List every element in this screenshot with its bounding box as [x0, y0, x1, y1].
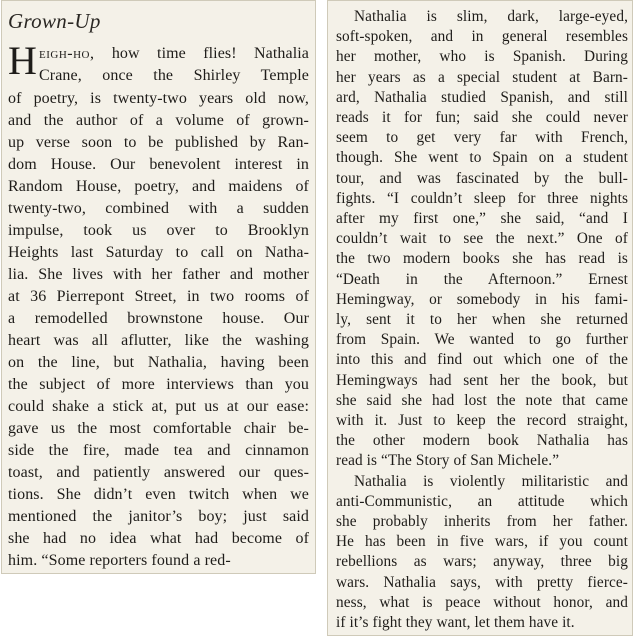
text-line: fights. “I couldn’t sleep for three nights [336, 189, 628, 207]
text-line: the other modern book Nathalia has [336, 432, 628, 450]
text-line: “Death in the Afternoon.” Ernest [336, 270, 628, 288]
text-line: at 36 Pierrepont Street, in two rooms of [8, 288, 309, 305]
text-line: impulse, took us over to Brooklyn [8, 222, 309, 239]
text-line: seem to get very far with French, [336, 129, 628, 147]
text-line: soft-spoken, and in general resembles [336, 28, 628, 46]
text-line: a remodelled brownstone house. Our [8, 310, 309, 327]
text-line: her years as a special student at Barn- [336, 68, 628, 86]
text-line: gave us the most comfortable chair be- [8, 420, 309, 437]
text-line: mentioned the janitor’s boy; just said [8, 508, 309, 525]
text-line: the subject of more interviews than you [8, 376, 309, 393]
text-line: Hemingways had sent her the book, but [336, 371, 628, 389]
text-line: couldn’t wait to see the next.” One of [336, 230, 628, 248]
text-line: into this and find out which one of the [336, 351, 628, 369]
text-line: after my first one,” she said, “and I [336, 210, 628, 227]
text-line: from Spain. We wanted to go further [336, 331, 628, 349]
text-line: Crane, once the Shirley Temple [39, 67, 309, 84]
text-line: up verse soon to be published by Ran- [8, 134, 309, 151]
text-line: rebellions as wars; anyway, three big [336, 553, 628, 571]
text-line: though. She went to Spain on a student [336, 149, 628, 167]
text-line: if it’s fight they want, let them have it. [336, 614, 575, 631]
text-line: Random House, poetry, and maidens of [8, 178, 309, 195]
text-line: of poetry, is twenty-two years old now, [8, 90, 309, 107]
text-line: tions. She didn’t even twitch when we [8, 486, 309, 503]
text-line: toast, and patiently answered our ques- [8, 464, 309, 481]
text-line: ly, sent it to her when she returned [336, 311, 628, 328]
text-line: twenty-two, combined with a sudden [8, 200, 309, 217]
text-line: Hemingway, or somebody in his fami- [336, 290, 628, 308]
text-line: she said she had lost the note that came [336, 391, 628, 409]
right-column [327, 0, 633, 636]
text-line: ard, Nathalia studied Spanish, and still [336, 88, 628, 106]
text-line: reads it for fun; said she could never [336, 109, 628, 126]
text-line: heart was all aflutter, like the washing [8, 332, 309, 349]
opening-small-caps: eigh-ho, [39, 45, 95, 62]
left-column [1, 0, 316, 574]
text-line: dom House. Our benevolent interest in [8, 156, 309, 173]
text-line: Heights last Saturday to call on Natha- [8, 244, 309, 261]
text-line: the two modern books she has read is [336, 250, 628, 268]
drop-cap: H [8, 38, 37, 83]
text-line: she had no idea what had become of [8, 530, 309, 547]
text-line: with it. Just to keep the record straight, [336, 412, 628, 429]
text-line: could shake a stick at, put us at our ease: [8, 398, 309, 415]
text-line: read is “The Story of San Michele.” [336, 452, 560, 470]
text-line: anti-Communistic, an attitude which [336, 492, 628, 510]
text-line: ness, what is peace without honor, and [336, 593, 628, 611]
text-line: He has been in five wars, if you count [336, 533, 628, 551]
text-line: Nathalia is slim, dark, large-eyed, [354, 8, 628, 25]
first-line [39, 43, 309, 65]
text-line: her mother, who is Spanish. During [336, 48, 628, 66]
text-line: Nathalia is violently militaristic and [354, 472, 628, 490]
text-line: and the author of a volume of grown- [8, 112, 309, 129]
text-line: she probably inherits from her father. [336, 513, 628, 530]
text-line: on the line, but Nathalia, having been [8, 354, 309, 371]
first-line-rest: how time flies! Nathalia [94, 45, 309, 62]
text-line: side the fire, made tea and cinnamon [8, 442, 309, 459]
text-line: him. “Some reporters found a red- [8, 552, 231, 569]
text-line: wars. Nathalia says, with pretty fierce- [336, 573, 628, 591]
text-line: lia. She lives with her father and mother [8, 266, 309, 283]
text-line: tour, and was fascinated by the bull- [336, 169, 628, 187]
article-heading: Grown-Up [8, 9, 101, 33]
